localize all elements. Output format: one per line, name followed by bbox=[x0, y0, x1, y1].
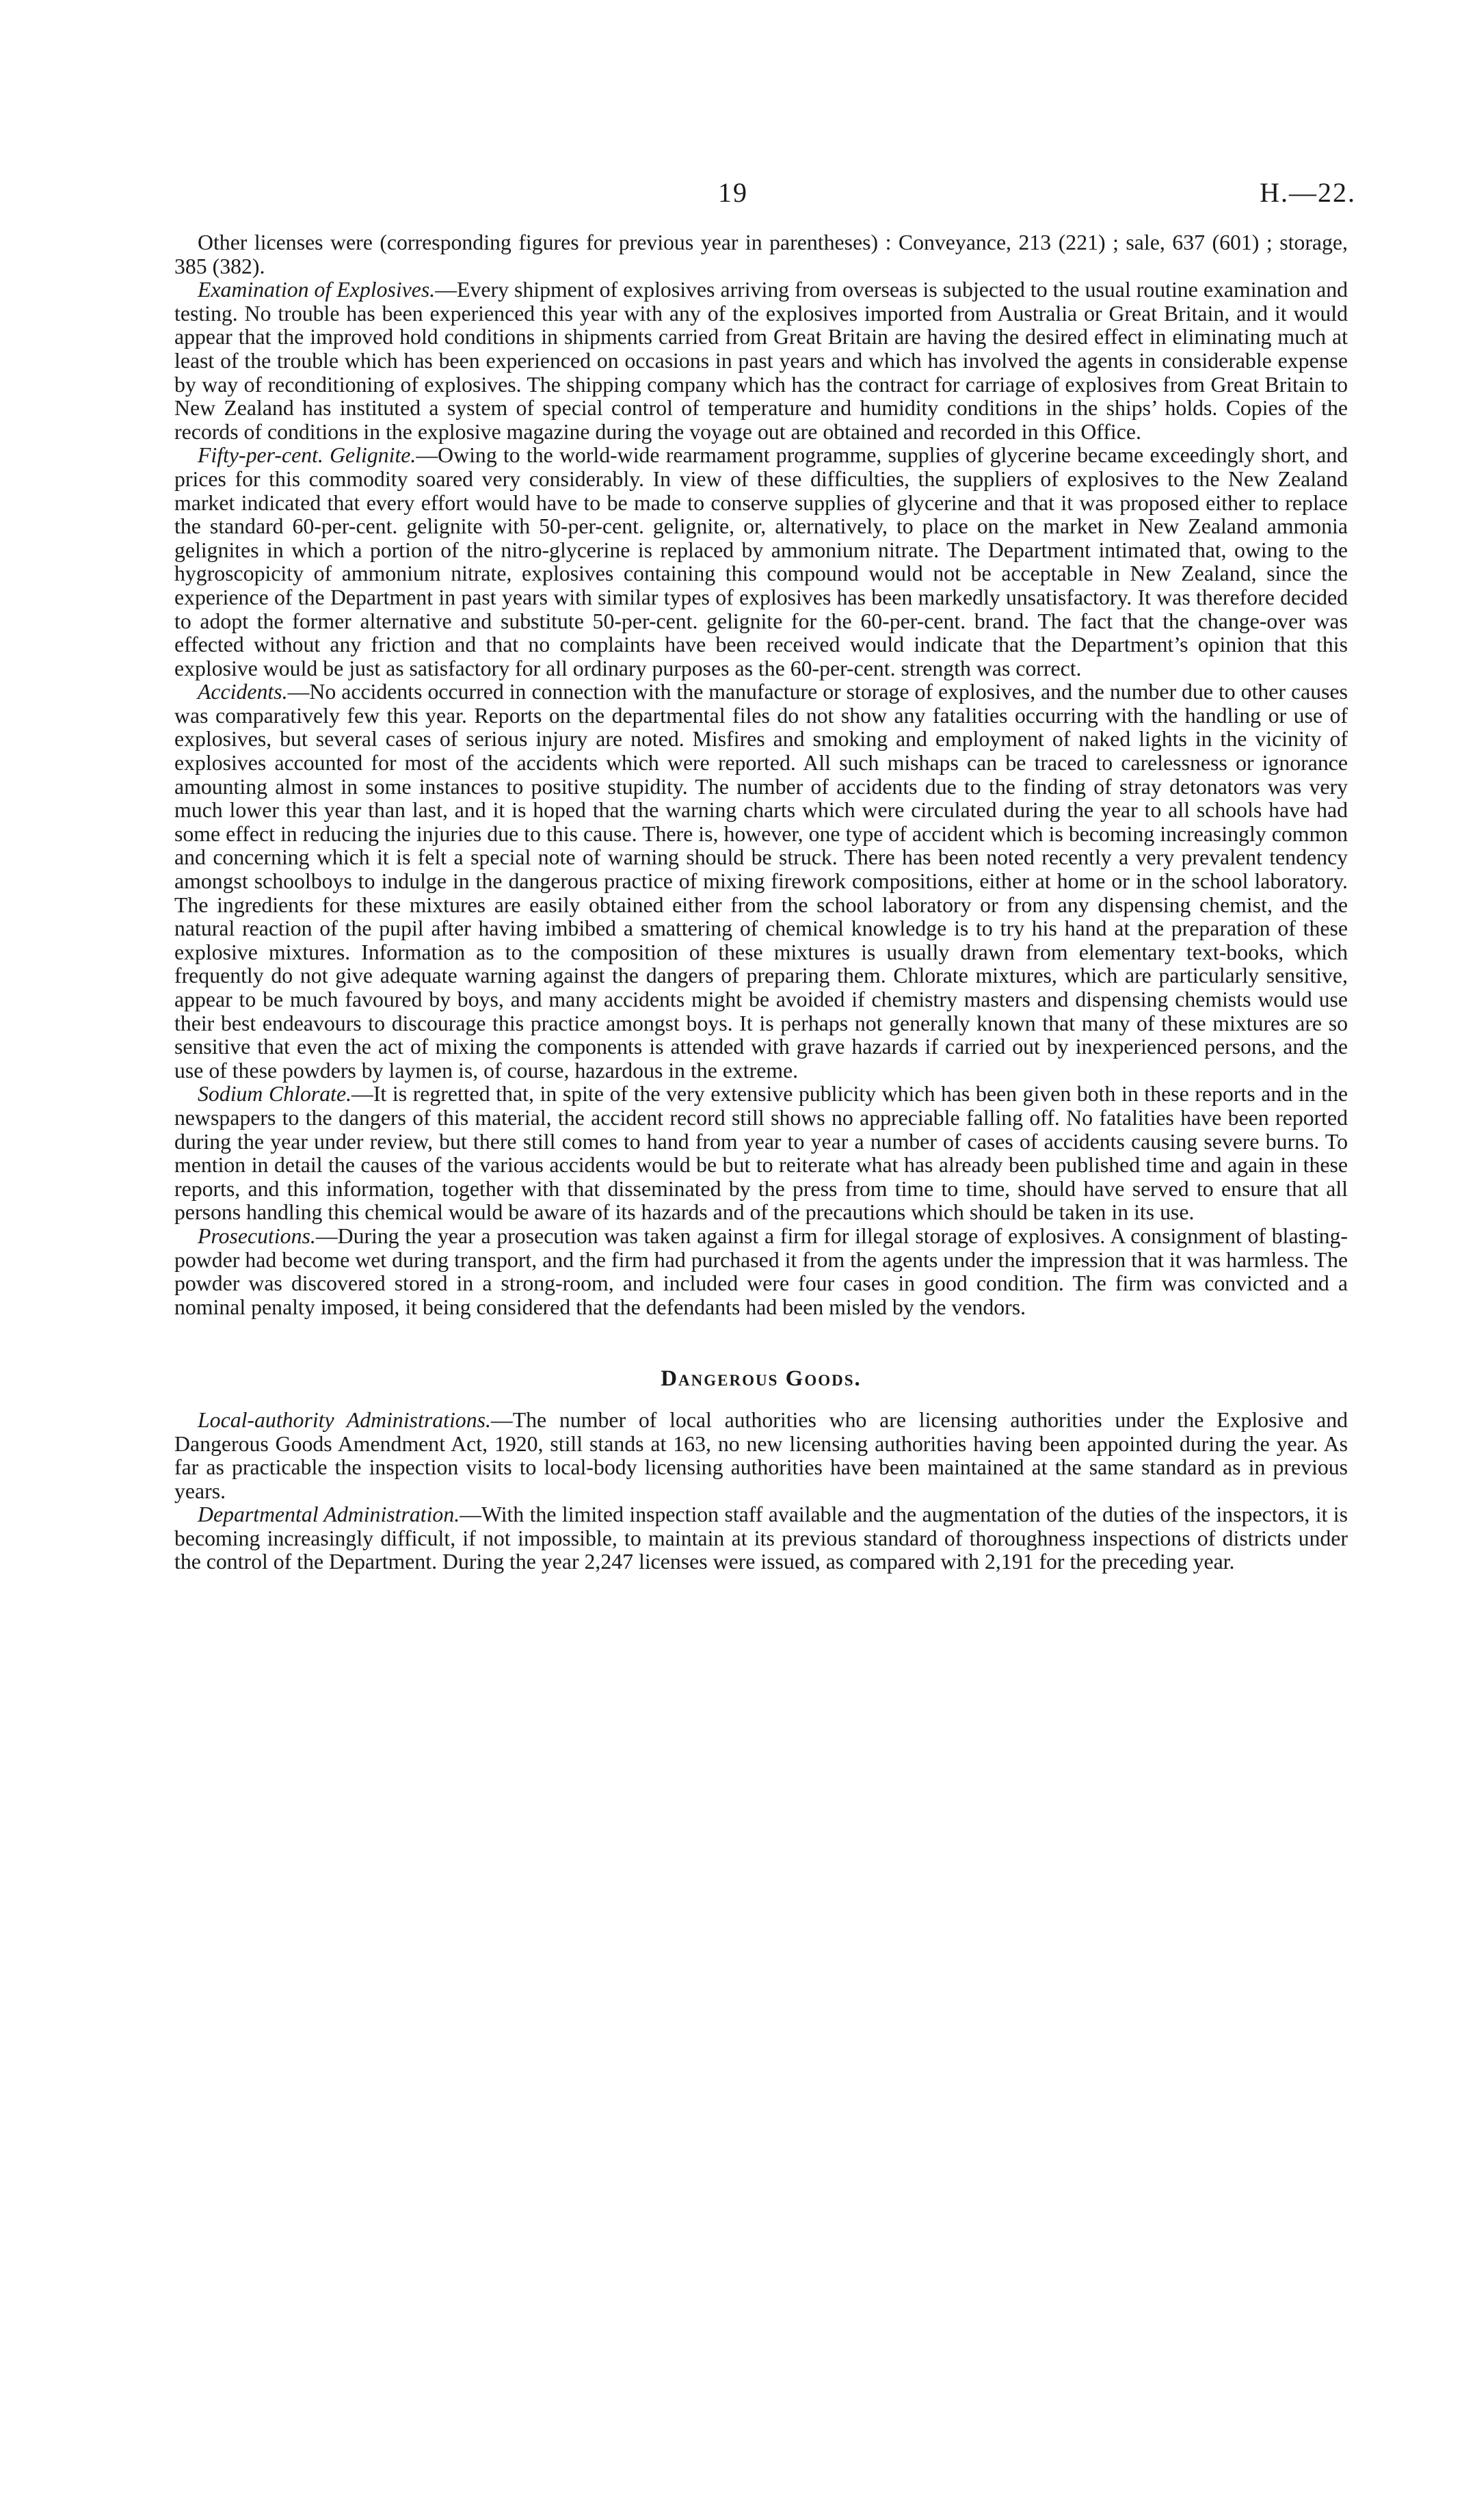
paragraph-text: —Owing to the world-wide rearmament programme, supplies of glycerine became exceedingly short, and prices for this commodity soared very considerably. In view of these difficulties, the suppliers of explosives to the New Zealand market indicated that every effort would have to be made to conserve supplies of glycerine and that it was proposed either to replace the standard 60-per-cent. gelignite with 50-per-cent. gelignite, or, alternatively, to place on the market in New Zealand ammonia gelignites in which a portion of the nitro-glycerine is replaced by ammonium nitrate. The Department intimated that, owing to the hygroscopicity of ammonium nitrate, explosives containing this compound would not be acceptable in New Zealand, since the experience of the Department in past years with similar types of explosives has been markedly unsatisfactory. It was therefore decided to adopt the former alternative and substitute 50-per-cent. gelignite for the 60-per-cent. brand. The fact that the change-over was effected without any friction and that no complaints have been received would indicate that the Department’s opinion that this explosive would be just as satisfactory for all ordinary purposes as the 60-per-cent. strength was correct. bbox=[174, 443, 1348, 680]
paragraph-heading: Examination of Explosives. bbox=[198, 278, 436, 302]
paragraph-heading: Sodium Chlorate. bbox=[198, 1082, 352, 1106]
paragraph-heading: Departmental Administration. bbox=[198, 1502, 460, 1527]
page-body bbox=[174, 231, 1348, 1574]
paragraph-local-authority-administrations bbox=[174, 1409, 1348, 1503]
paragraph-heading: Prosecutions. bbox=[198, 1223, 316, 1248]
paragraph-text: —It is regretted that, in spite of the very extensive publicity which has been given both in these reports and in the newspapers to the dangers of this material, the accident record still shows no appreciable falling off. No fatalities have been reported during the year under review, but there still comes to hand from year to year a number of cases of accidents causing severe burns. To mention in detail the causes of the various accidents would be but to reiterate what has already been published time and again in these reports, and this information, together with that disseminated by the press from time to time, should have served to ensure that all persons handling this chemical would be aware of its hazards and of the precautions which should be taken in its use. bbox=[174, 1082, 1348, 1225]
paragraph-sodium-chlorate bbox=[174, 1083, 1348, 1225]
document-reference: H.—22. bbox=[1260, 177, 1356, 208]
paragraph-fifty-per-cent-gelignite bbox=[174, 444, 1348, 680]
page-number: 19 bbox=[718, 177, 748, 208]
paragraph-text: —With the limited inspection staff available and the augmentation of the duties of the inspectors, it is becoming increasingly difficult, if not impossible, to maintain at its previous standard of thoroughness inspections of districts under the control of the Department. During the year 2,247 licenses were issued, as compared with 2,191 for the preceding year. bbox=[174, 1502, 1348, 1574]
section-title-dangerous-goods: Dangerous Goods. bbox=[661, 1366, 862, 1392]
paragraph-heading: Local-authority Administrations. bbox=[198, 1407, 491, 1432]
paragraph-text: Other licenses were (corresponding figures for previous year in parentheses) : Conveyance, 213 (221) ; sale, 637 (601) ; storage, 385 (382). bbox=[174, 230, 1348, 278]
paragraph-text: —Every shipment of explosives arriving from overseas is subjected to the usual routine examination and testing. No trouble has been experienced this year with any of the explosives imported from Australia or Great Britain, and it would appear that the improved hold conditions in shipments carried from Great Britain are having the desired effect in eliminating much at least of the trouble which has been experienced on occasions in past years and which has involved the agents in considerable expense by way of reconditioning of explosives. The shipping company which has the contract for carriage of explosives from Great Britain to New Zealand has instituted a system of special control of temperature and humidity conditions in the ships’ holds. Copies of the records of conditions in the explosive magazine during the voyage out are obtained and recorded in this Office. bbox=[174, 278, 1348, 444]
paragraph-text: —The number of local authorities who are licensing authorities under the Explosive and Dangerous Goods Amendment Act, 1920, still stands at 163, no new licensing authorities having been appointed during the year. As far as practicable the inspection visits to local-body licensing authorities have been maintained at the same standard as in previous years. bbox=[174, 1407, 1348, 1503]
paragraph-examination-of-explosives bbox=[174, 278, 1348, 444]
paragraph-text: —No accidents occurred in connection with the manufacture or storage of explosives, and the number due to other causes was comparatively few this year. Reports on the departmental files do not show any fatalities occurring with the handling or use of explosives, but several cases of serious injury are noted. Misfires and smoking and employment of naked lights in the vicinity of explosives accounted for most of the accidents which were reported. All such mishaps can be traced to carelessness or ignorance amounting almost in some instances to positive stupidity. The number of accidents due to the finding of stray detonators was very much lower this year than last, and it is hoped that the warning charts which were circulated during the year to all schools have had some effect in reducing the injuries due to this cause. There is, however, one type of accident which is becoming increasingly common and concerning which it is felt a special note of warning should be struck. There has been noted recently a very prevalent tendency amongst schoolboys to indulge in the dangerous practice of mixing firework compositions, either at home or in the school laboratory. The ingredients for these mixtures are easily obtained either from the school laboratory or from any dispensing chemist, and the natural reaction of the pupil after having imbibed a smattering of chemical knowledge is to try his hand at the preparation of these explosive mixtures. Information as to the composition of these mixtures is usually drawn from elementary text-books, which frequently do not give adequate warning against the dangers of preparing them. Chlorate mixtures, which are particularly sensitive, appear to be much favoured by boys, and many accidents might be avoided if chemistry masters and dispensing chemists would use their best endeavours to discourage this practice amongst boys. It is perhaps not generally known that many of these mixtures are so sensitive that even the act of mixing the components is attended with grave hazards if carried out by inexperienced persons, and the use of these powders by laymen is, of course, hazardous in the extreme. bbox=[174, 680, 1348, 1083]
paragraph-departmental-administration bbox=[174, 1503, 1348, 1574]
paragraph-prosecutions bbox=[174, 1225, 1348, 1319]
paragraph-heading: Fifty-per-cent. Gelignite. bbox=[198, 443, 416, 468]
paragraph-heading: Accidents. bbox=[198, 680, 288, 704]
page-header bbox=[0, 176, 1462, 217]
paragraph-other-licenses bbox=[174, 231, 1348, 278]
paragraph-accidents bbox=[174, 680, 1348, 1083]
paragraph-text: —During the year a prosecution was taken against a firm for illegal storage of explosives. A consignment of blasting-powder had become wet during transport, and the firm had purchased it from the agents under the impression that it was harmless. The powder was discovered stored in a strong-room, and included were four cases in good condition. The firm was convicted and a nominal penalty imposed, it being considered that the defendants had been misled by the vendors. bbox=[174, 1223, 1348, 1319]
